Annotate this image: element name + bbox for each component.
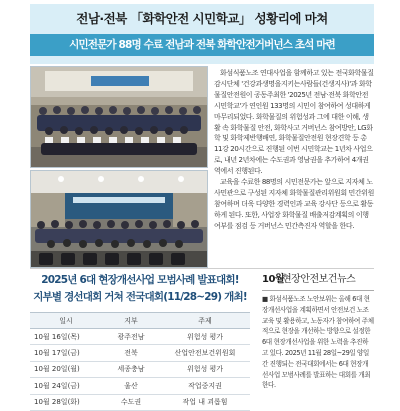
article-paragraph-2: 교육을 수료한 88명의 시민전문가는 앞으로 지자체 노사민관으로 구성된 지자체 화학물질관리위원회 민간위원 참여하며 더욱 다양한 경력인과 교육 강사단 등으로 활동하게 된다. 또한, 사업장 화학물질 배출저감계획의 이행여부를 점검 등 거버넌스 민간측진자 역할을 한다.: [214, 178, 374, 230]
table-row: [30, 345, 250, 361]
schedule-table: [30, 312, 250, 411]
table-cell-topic: 위험성 평가: [160, 361, 250, 377]
event-headline-2: 지부별 경선대회 거쳐 전국대회(11/28~29) 개최!: [33, 291, 247, 303]
table-cell-topic: 작업 내 괴롭힘: [160, 394, 250, 410]
table-cell-date: 10월 28일(화): [30, 394, 102, 410]
table-cell-topic: 산업안전보건위원회: [160, 345, 250, 361]
table-cell-date: 10월 24일(금): [30, 378, 102, 394]
group-photo-1: [30, 66, 208, 168]
news-month-label: 10월: [262, 274, 285, 285]
event-headline-1: 2025년 6대 현장개선사업 모범사례 발표대회!: [41, 274, 239, 286]
table-cell-branch: 울산: [102, 378, 160, 394]
table-cell-branch: 광주전남: [102, 329, 160, 345]
group-photo-2: [30, 170, 208, 268]
table-cell-topic: 작업중지권: [160, 378, 250, 394]
article-body: [214, 68, 374, 232]
column-header-branch: 지부: [102, 313, 160, 329]
news-title-row: [262, 270, 374, 290]
table-cell-date: 10월 17일(금): [30, 345, 102, 361]
table-row: [30, 361, 250, 377]
table-header-row: [30, 313, 250, 329]
article-paragraph-1: 화섬식품노조 연대사업을 함께하고 있는 전국화학물질감시단체 '건강과생명을지키는사람들(건생지사)'과 화학물질안전원이 공동주최한 '2025년 전남·전북 화학안전 시민학교'가 연인원 133명의 시민이 참여하여 성대하게 마무리되었다. 화학물질의 위험성과 그에 대한 이해, 생활 속 화학물질 안전, 화학사고 거버넌스 참여방안, LG화학 및 화학제반행배연, 화학물질안전원 현장견학 등 총 11강 20시간으로 진행된 이번 시민학교는 1년차 사업으로, 내년 2년차에는 수도권과 영남권을 추가하여 4개권역에서 진행된다.: [214, 69, 374, 176]
header-banner: [30, 4, 374, 64]
column-header-date: 일시: [30, 313, 102, 329]
table-cell-branch: 세종충남: [102, 361, 160, 377]
table-cell-date: 10월 16일(목): [30, 329, 102, 345]
subtitle-bar: [30, 34, 374, 56]
table-row: [30, 378, 250, 394]
table-cell-branch: 수도권: [102, 394, 160, 410]
table-cell-date: 10월 20일(월): [30, 361, 102, 377]
table-cell-topic: 위험성 평가: [160, 329, 250, 345]
news-divider: [262, 290, 374, 291]
news-title: 현장안전보건뉴스: [282, 274, 356, 285]
section-divider: [30, 268, 374, 269]
news-body: [262, 294, 374, 391]
column-header-topic: 주제: [160, 313, 250, 329]
news-paragraph: ■ 화섬식품노조 노안보위는 올해 6대 현장개선사업을 계획하면서 안전보건 노조 교육 및 활용하고, 노동자가 참여하여 주체적으로 현장을 개선하는 방향으로 설정한 6대 현장개선사업을 위한 노력을 추진하고 있다. 2025년 11월 28일~29일 양일간 진행되는 전국대회에서는 6대 현장개선사업 모범사례를 발표하는 대회를 개최한다.: [262, 295, 374, 390]
table-row: [30, 394, 250, 410]
page-subtitle: 시민전문가 88명 수료 전남과 전북 화학안전거버넌스 초석 마련: [69, 39, 335, 51]
page-title: 전남·전북 「화학안전 시민학교」 성황리에 마쳐: [76, 11, 328, 26]
table-cell-branch: 전북: [102, 345, 160, 361]
table-row: [30, 329, 250, 345]
